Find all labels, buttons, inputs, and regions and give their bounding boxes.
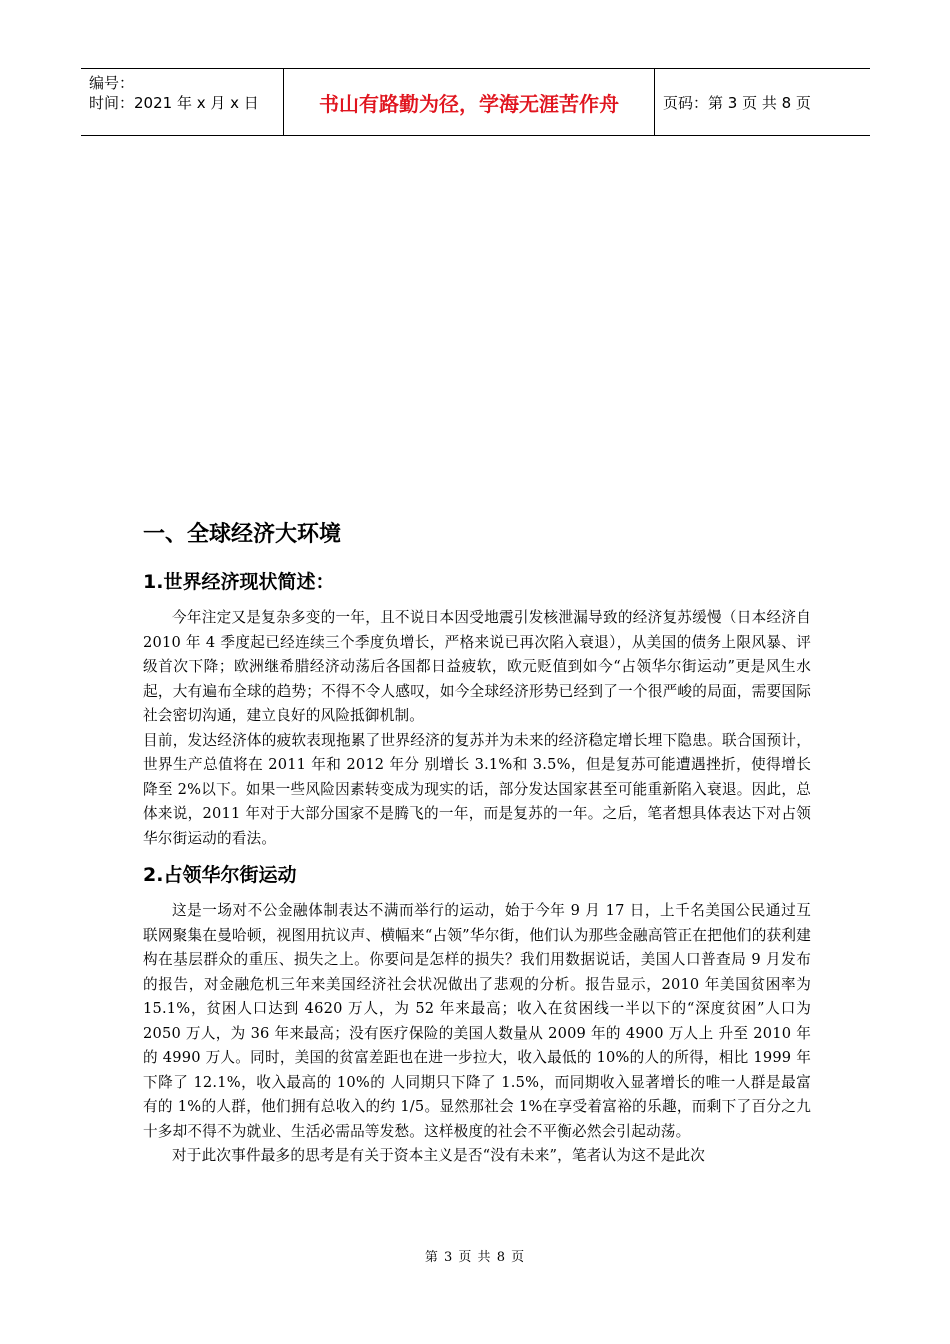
document-number-label: 编号： bbox=[89, 74, 135, 92]
section-title: 一、全球经济大环境 bbox=[143, 522, 342, 547]
page-header bbox=[81, 68, 870, 136]
paragraph: 目前，发达经济体的疲软表现拖累了世界经济的复苏并为未来的经济稳定增长埋下隐患。联合国预计，世界生产总值将在 2011 年和 2012 年分 别增长 3.1%和 3.5%，但是复苏可能遭遇挫折，使得增长降至 2%以下。如果一些风险因素转变成为现实的话，部分发达国家甚至可能重新陷入衰退。因此，总体来说，2011 年对于大部分国家不是腾飞的一年，而是复苏的一年。之后，笔者想具体表达下对占领华尔街运动的看法。 bbox=[143, 731, 811, 847]
paragraph: 对于此次事件最多的思考是有关于资本主义是否“没有未来”，笔者认为这不是此次 bbox=[172, 1147, 706, 1164]
header-page-info: 页码：第 3 页 共 8 页 bbox=[663, 93, 811, 112]
paragraph: 今年注定又是复杂多变的一年，且不说日本因受地震引发核泄漏导致的经济复苏缓慢（日本经济自 2010 年 4 季度起已经连续三个季度负增长，严格来说已再次陷入衰退），从美国的债务上限风暴、评级首次下降；欧洲继希腊经济动荡后各国都日益疲软，欧元贬值到如今“占领华尔街运动”更是风生水起，大有遍布全球的趋势；不得不令人感叹，如今全球经济形势已经到了一个很严峻的局面，需要国际社会密切沟通，建立良好的风险抵御机制。 bbox=[143, 609, 811, 724]
header-motto: 书山有路勤为径，学海无涯苦作舟 bbox=[283, 69, 655, 135]
subsection-title-occupy-wall-street: 2.占领华尔街运动 bbox=[143, 864, 297, 886]
document-body bbox=[143, 512, 811, 1169]
paragraph: 这是一场对不公金融体制表达不满而举行的运动，始于今年 9 月 17 日，上千名美国公民通过互联网聚集在曼哈顿，视图用抗议声、横幅来“占领”华尔街，他们认为那些金融高管正在把他们的获利建构在基层群众的重压、损失之上。你要问是怎样的损失？我们用数据说话，美国人口普查局 9 月发布的报告，对金融危机三年来美国经济社会状况做出了悲观的分析。报告显示，2010 年美国贫困率为 15.1%，贫困人口达到 4620 万人，为 52 年来最高；收入在贫困线一半以下的“深度贫困”人口为 2050 万人，为 36 年来最高；没有医疗保险的美国人数量从 2009 年的 4900 万人上 升至 2010 年的 4990 万人。同时，美国的贫富差距也在进一步拉大，收入最低的 10%的人的所得，相比 1999 年下降了 12.1%，收入最高的 10%的 人同期只下降了 1.5%，而同期收入显著增长的唯一人群是最富有的 1%的人群，他们拥有总收入的约 1/5。显然那社会 1%在享受着富裕的乐趣，而剩下了百分之九十多却不得不为就业、生活必需品等发愁。这样极度的社会不平衡必然会引起动荡。 bbox=[143, 902, 811, 1140]
header-meta bbox=[81, 69, 283, 135]
page-footer: 第 3 页 共 8 页 bbox=[424, 1250, 526, 1265]
document-date-label: 时间：2021 年 x 月 x 日 bbox=[89, 94, 259, 112]
subsection-title-world-economy: 1.世界经济现状简述： bbox=[143, 571, 335, 593]
